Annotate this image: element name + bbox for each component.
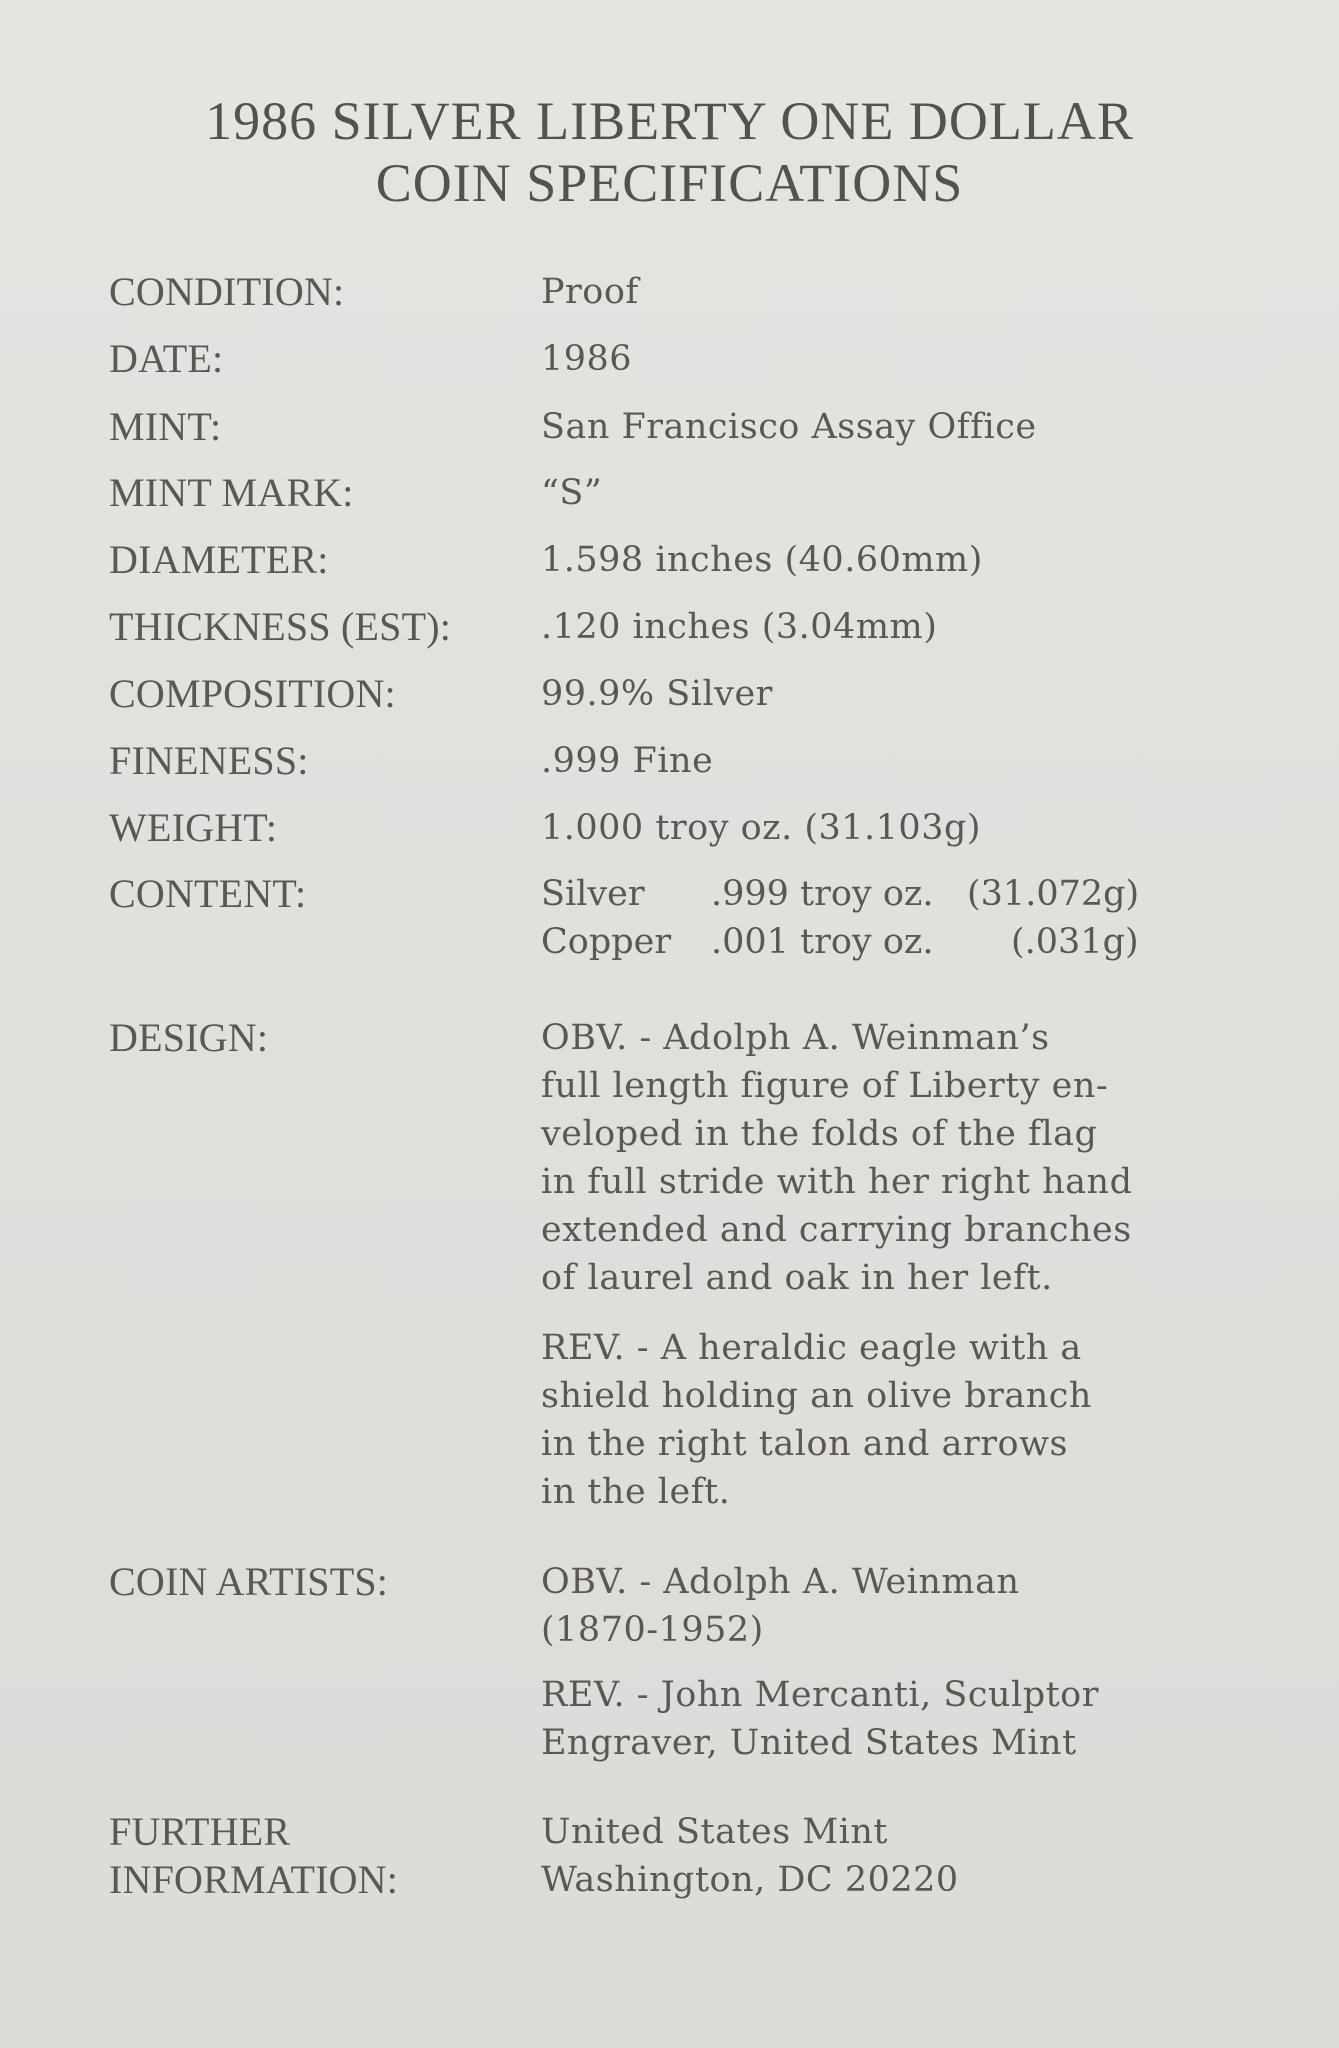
design-reverse-line: REV. - A heraldic eagle with a [541,1328,1082,1368]
content-label: CONTENT: [109,871,307,916]
design-obverse-line: OBV. - Adolph A. Weinman’s [541,1018,1050,1058]
design-label: DESIGN: [109,1015,269,1060]
content-copper-metal: Copper [541,922,672,962]
further-information-label-line: INFORMATION: [109,1857,399,1902]
condition-label: CONDITION: [109,269,345,314]
content-copper-amount: .001 troy oz. [711,922,934,962]
title-line-2: COIN SPECIFICATIONS [375,153,964,213]
content-silver-amount: .999 troy oz. [711,874,934,914]
further-information-value-line: Washington, DC 20220 [541,1860,959,1900]
further-information-value-line: United States Mint [541,1812,888,1852]
mint-mark-label: MINT MARK: [109,470,354,515]
thickness-label: THICKNESS (EST): [109,604,452,649]
coin-artists-obverse-line: (1870-1952) [541,1610,764,1650]
design-obverse-line: in full stride with her right hand [541,1162,1133,1202]
fineness-value: .999 Fine [541,741,714,781]
coin-artists-reverse [541,1671,1099,1767]
composition-value: 99.9% Silver [541,674,773,714]
diameter-value: 1.598 inches (40.60mm) [541,540,983,580]
content-silver-grams: (31.072g) [967,874,1140,914]
design-obverse-line: full length figure of Liberty en- [541,1066,1109,1106]
further-information-label [109,1808,398,1904]
content-copper-row [541,918,1141,966]
content-silver-metal: Silver [541,874,645,914]
coin-artists-obverse [541,1558,1019,1654]
mint-mark-value: “S” [541,473,603,513]
weight-label: WEIGHT: [109,805,278,850]
design-obverse [541,1014,1132,1302]
content-silver-row [541,870,1141,918]
mint-label: MINT: [109,404,222,449]
fineness-label: FINENESS: [109,738,309,783]
design-reverse-line: in the right talon and arrows [541,1424,1068,1464]
coin-artists-reverse-line: REV. - John Mercanti, Sculptor [541,1675,1099,1715]
coin-artists-reverse-line: Engraver, United States Mint [541,1723,1077,1763]
composition-label: COMPOSITION: [109,671,396,716]
further-information-value [541,1808,959,1904]
design-reverse-line: in the left. [541,1472,731,1512]
weight-value: 1.000 troy oz. (31.103g) [541,808,982,848]
design-reverse [541,1324,1092,1516]
date-value: 1986 [541,339,633,379]
title-line-1: 1986 SILVER LIBERTY ONE DOLLAR [205,91,1134,151]
design-reverse-line: shield holding an olive branch [541,1376,1092,1416]
coin-artists-label: COIN ARTISTS: [109,1559,389,1604]
design-obverse-line: extended and carrying branches [541,1210,1132,1250]
design-obverse-line: veloped in the folds of the flag [541,1114,1098,1154]
coin-artists-obverse-line: OBV. - Adolph A. Weinman [541,1562,1020,1602]
design-obverse-line: of laurel and oak in her left. [541,1258,1053,1298]
mint-value: San Francisco Assay Office [541,407,1037,447]
diameter-label: DIAMETER: [109,537,329,582]
thickness-value: .120 inches (3.04mm) [541,607,938,647]
condition-value: Proof [541,272,639,312]
date-label: DATE: [109,336,224,381]
further-information-label-line: FURTHER [109,1809,291,1854]
content-copper-grams: (.031g) [1011,922,1139,962]
